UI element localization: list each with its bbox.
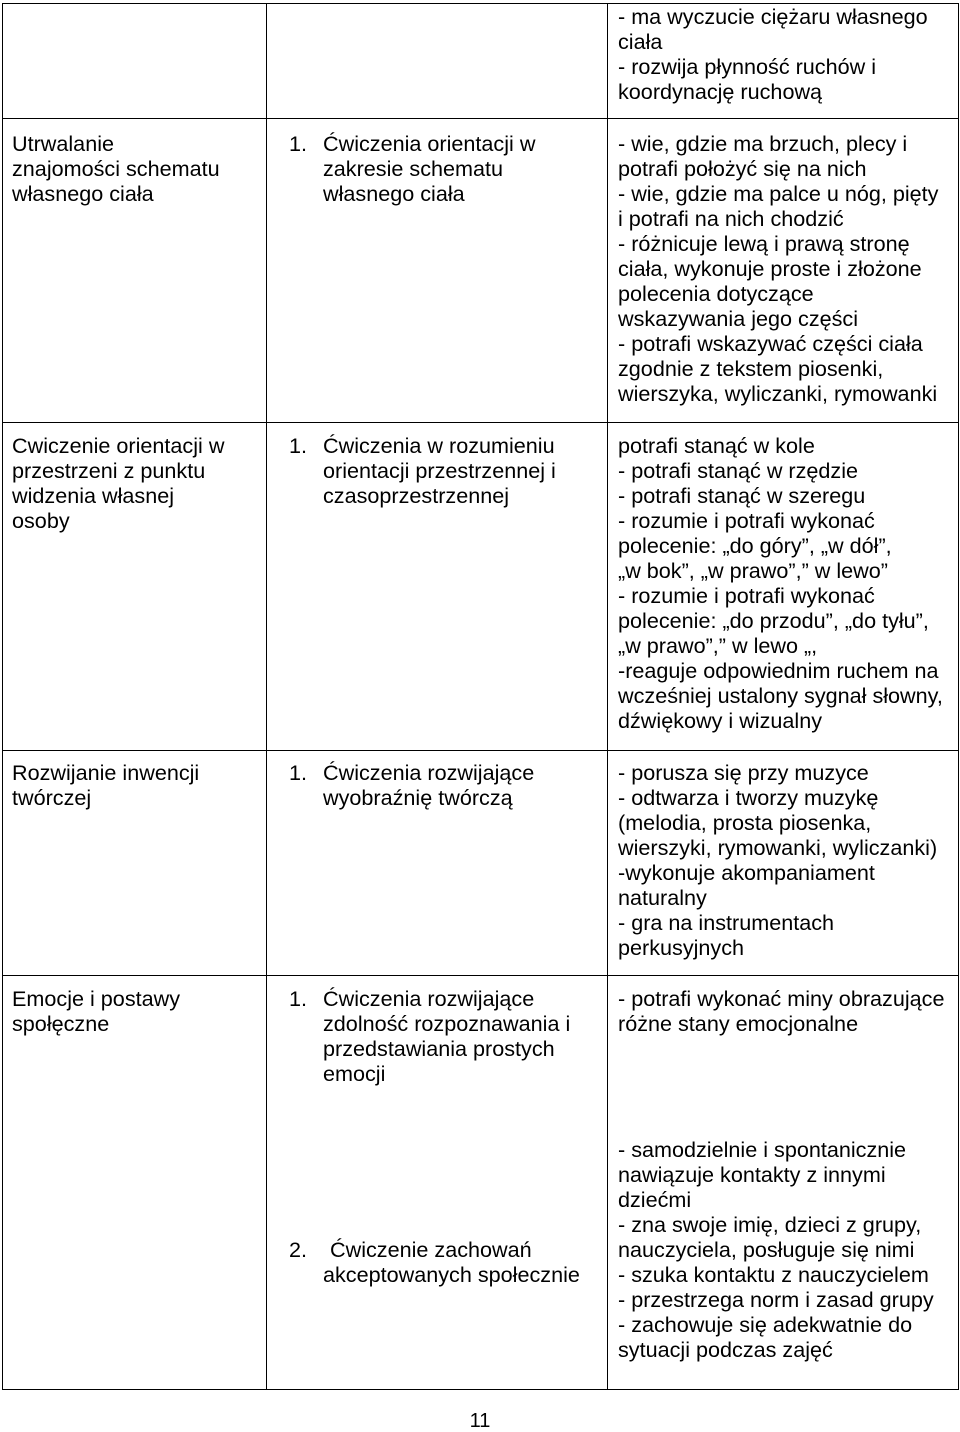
exercise-line: emocji — [323, 1061, 386, 1086]
outcome-line: - wie, gdzie ma palce u nóg, pięty — [618, 181, 939, 206]
outcome-line: dźwiękowy i wizualny — [618, 708, 823, 733]
outcome-line: - zna swoje imię, dzieci z grupy, — [618, 1212, 922, 1237]
area-line: twórczej — [12, 785, 92, 810]
area-line: Rozwijanie inwencji — [12, 760, 200, 785]
exercise-item — [267, 1237, 607, 1287]
outcome-line: polecenie: „do przodu”, „do tyłu”, — [618, 608, 929, 633]
area-cell — [3, 751, 267, 975]
area-line: przestrzeni z punktu — [12, 458, 206, 483]
exercise-line: orientacji przestrzennej i — [323, 458, 556, 483]
exercise-number: 2. — [289, 1237, 308, 1262]
outcomes-cell — [608, 423, 958, 750]
exercise-item — [267, 131, 607, 206]
outcome-line: ciała, wykonuje proste i złożone — [618, 256, 922, 281]
outcome-line: - wie, gdzie ma brzuch, plecy i — [618, 131, 908, 156]
outcome-line: wierszyka, wyliczanki, rymowanki — [618, 381, 938, 406]
outcome-block — [618, 433, 958, 733]
outcome-line: „w prawo”,” w lewo „, — [618, 633, 818, 658]
outcome-line: -reaguje odpowiednim ruchem na — [618, 658, 939, 683]
outcome-line: - rozumie i potrafi wykonać — [618, 583, 875, 608]
area-cell — [3, 4, 267, 118]
outcome-line: - rozwija płynność ruchów i — [618, 54, 877, 79]
area-cell — [3, 423, 267, 750]
area-line: znajomości schematu — [12, 156, 220, 181]
outcome-line: - ma wyczucie ciężaru własnego — [618, 4, 928, 29]
outcome-line: -wykonuje akompaniament — [618, 860, 875, 885]
outcome-line: polecenie: „do góry”, „w dół”, — [618, 533, 892, 558]
exercise-item — [267, 760, 607, 810]
exercise-line: Ćwiczenia rozwijające — [323, 986, 535, 1011]
outcome-line: (melodia, prosta piosenka, — [618, 810, 872, 835]
outcome-line: - potrafi stanąć w rzędzie — [618, 458, 859, 483]
outcome-line: zgodnie z tekstem piosenki, — [618, 356, 884, 381]
curriculum-table — [2, 3, 959, 1390]
outcome-line: - różnicuje lewą i prawą stronę — [618, 231, 910, 256]
outcome-line: wcześniej ustalony sygnał słowny, — [618, 683, 943, 708]
exercise-line: zdolność rozpoznawania i — [323, 1011, 571, 1036]
exercise-line: własnego ciała — [323, 181, 465, 206]
exercise-line: Ćwiczenia w rozumieniu — [323, 433, 555, 458]
outcome-line: - przestrzega norm i zasad grupy — [618, 1287, 934, 1312]
outcome-line: sytuacji podczas zajęć — [618, 1337, 833, 1362]
exercises-cell — [267, 423, 608, 750]
area-cell — [3, 119, 267, 422]
outcomes-cell — [608, 976, 958, 1389]
outcome-line: - potrafi wskazywać części ciała — [618, 331, 923, 356]
exercise-number: 1. — [289, 131, 308, 156]
exercise-line: Ćwiczenie zachowań — [330, 1237, 532, 1262]
outcome-line: potrafi położyć się na nich — [618, 156, 867, 181]
outcome-block — [618, 131, 958, 406]
exercise-number: 1. — [289, 760, 308, 785]
outcome-line: - potrafi stanąć w szeregu — [618, 483, 866, 508]
exercise-line: zakresie schematu — [323, 156, 504, 181]
area-line: Emocje i postawy — [12, 986, 181, 1011]
area-block — [12, 131, 266, 206]
outcome-line: dziećmi — [618, 1187, 692, 1212]
area-line: Cwiczenie orientacji w — [12, 433, 225, 458]
exercise-number: 1. — [289, 433, 308, 458]
area-line: Utrwalanie — [12, 131, 115, 156]
exercise-line: przedstawiania prostych — [323, 1036, 555, 1061]
exercise-number: 1. — [289, 986, 308, 1011]
outcome-block — [618, 4, 958, 104]
outcome-line: - szuka kontaktu z nauczycielem — [618, 1262, 929, 1287]
outcome-line: potrafi stanąć w kole — [618, 433, 815, 458]
outcome-line: nauczyciela, posługuje się nimi — [618, 1237, 915, 1262]
outcome-line: nawiązuje kontakty z innymi — [618, 1162, 886, 1187]
outcome-line: - zachowuje się adekwatnie do — [618, 1312, 913, 1337]
outcome-block — [618, 986, 958, 1036]
area-line: osoby — [12, 508, 70, 533]
area-cell — [3, 976, 267, 1389]
outcomes-cell — [608, 751, 958, 975]
area-line: widzenia własnej — [12, 483, 175, 508]
outcome-line: „w bok”, „w prawo”,” w lewo” — [618, 558, 888, 583]
exercise-line: wyobraźnię twórczą — [323, 785, 513, 810]
outcomes-cell — [608, 119, 958, 422]
table-row — [3, 423, 958, 751]
area-line: własnego ciała — [12, 181, 154, 206]
outcome-line: naturalny — [618, 885, 707, 910]
outcome-line: wskazywania jego części — [618, 306, 859, 331]
outcome-line: perkusyjnych — [618, 935, 745, 960]
area-block — [12, 760, 266, 810]
exercise-line: Ćwiczenia orientacji w — [323, 131, 536, 156]
outcome-block — [618, 1137, 958, 1362]
outcome-line: różne stany emocjonalne — [618, 1011, 859, 1036]
outcome-line: polecenia dotyczące — [618, 281, 814, 306]
outcome-line: - gra na instrumentach — [618, 910, 835, 935]
outcome-line: - rozumie i potrafi wykonać — [618, 508, 875, 533]
exercise-line: Ćwiczenia rozwijające — [323, 760, 535, 785]
area-block — [12, 433, 266, 533]
exercises-cell — [267, 119, 608, 422]
outcome-line: - odtwarza i tworzy muzykę — [618, 785, 879, 810]
outcome-line: - porusza się przy muzyce — [618, 760, 869, 785]
exercises-cell — [267, 751, 608, 975]
area-line: społęczne — [12, 1011, 110, 1036]
area-block — [12, 986, 266, 1036]
table-row — [3, 976, 958, 1389]
outcome-line: - potrafi wykonać miny obrazujące — [618, 986, 945, 1011]
exercise-line: czasoprzestrzennej — [323, 483, 510, 508]
exercise-item — [267, 986, 607, 1086]
outcome-line: ciała — [618, 29, 663, 54]
table-row — [3, 119, 958, 423]
table-row — [3, 751, 958, 976]
exercises-cell — [267, 4, 608, 118]
exercise-item — [267, 433, 607, 508]
outcomes-cell — [608, 4, 958, 118]
outcome-line: wierszyki, rymowanki, wyliczanki) — [618, 835, 938, 860]
page-number: 11 — [469, 1410, 491, 1432]
outcome-line: i potrafi na nich chodzić — [618, 206, 844, 231]
table-row — [3, 4, 958, 119]
outcome-line: - samodzielnie i spontanicznie — [618, 1137, 907, 1162]
exercise-line: akceptowanych społecznie — [323, 1262, 580, 1287]
outcome-block — [618, 760, 958, 960]
outcome-line: koordynację ruchową — [618, 79, 823, 104]
exercises-cell — [267, 976, 608, 1389]
